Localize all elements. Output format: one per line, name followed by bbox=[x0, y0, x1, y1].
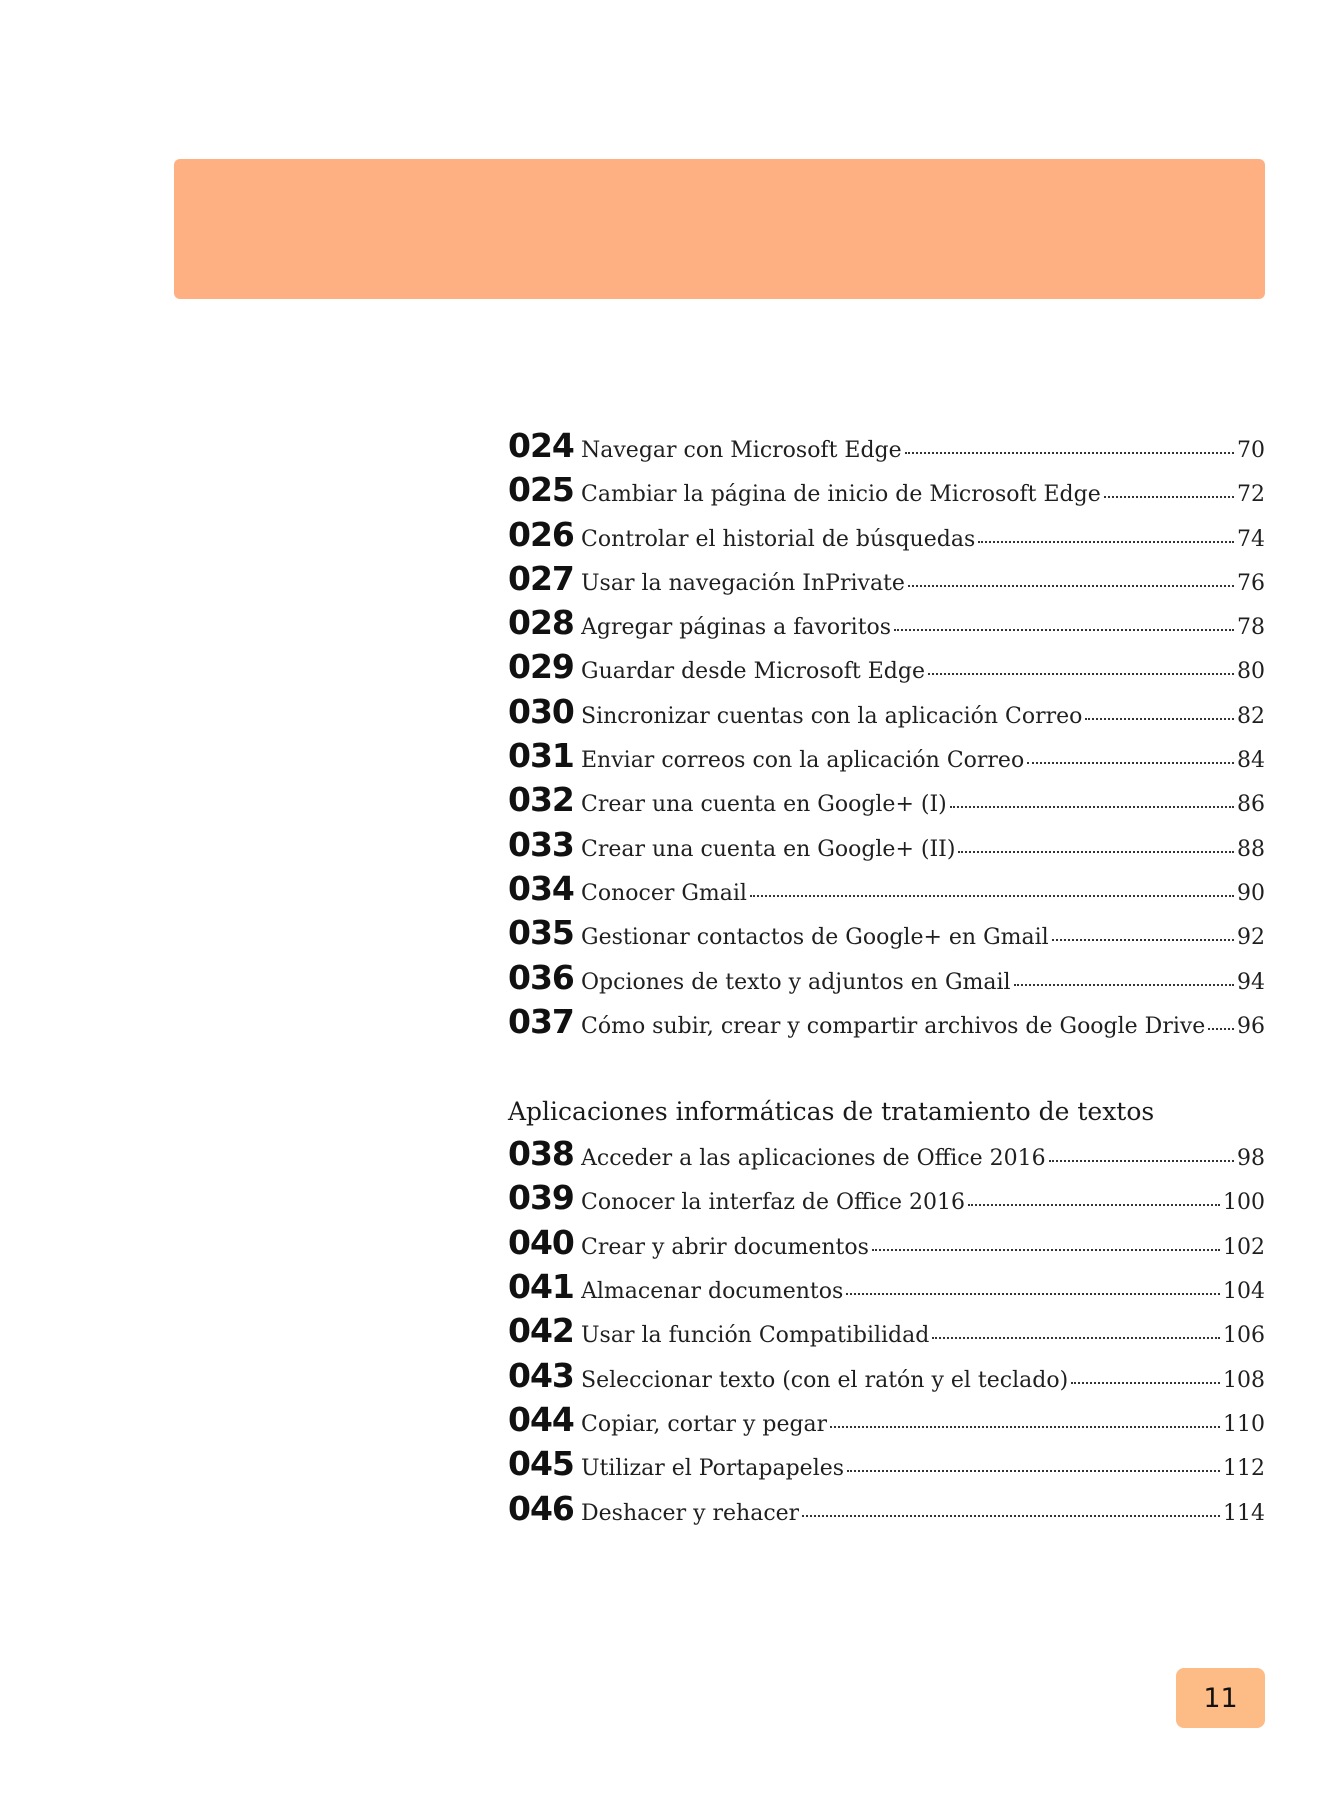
toc-entry-number: 025 bbox=[508, 470, 574, 510]
toc-entry-page: 114 bbox=[1223, 1500, 1265, 1526]
toc-entry[interactable] bbox=[508, 1223, 1265, 1267]
toc-entry-title: Opciones de texto y adjuntos en Gmail bbox=[581, 969, 1011, 995]
toc-entry-number: 027 bbox=[508, 558, 574, 598]
toc-entry-title: Cómo subir, crear y compartir archivos de Google Drive bbox=[581, 1013, 1206, 1039]
toc-entry-page: 96 bbox=[1237, 1013, 1265, 1039]
toc-entry[interactable] bbox=[508, 736, 1265, 780]
toc-entry-title: Sincronizar cuentas con la aplicación Correo bbox=[581, 703, 1083, 729]
toc-entry-page: 82 bbox=[1237, 703, 1265, 729]
dot-leader bbox=[978, 541, 1234, 543]
section-title: Aplicaciones informáticas de tratamiento de textos bbox=[508, 1097, 1155, 1127]
toc-entry[interactable] bbox=[508, 1134, 1265, 1178]
toc-entry-page: 84 bbox=[1237, 748, 1265, 774]
dot-leader bbox=[1208, 1028, 1234, 1030]
toc-entry-number: 026 bbox=[508, 514, 574, 554]
toc-entry-title: Conocer Gmail bbox=[581, 880, 747, 906]
dot-leader bbox=[905, 452, 1234, 454]
toc-entry-title: Copiar, cortar y pegar bbox=[581, 1411, 828, 1437]
toc-entry[interactable] bbox=[508, 913, 1265, 957]
toc-entry-title: Guardar desde Microsoft Edge bbox=[581, 659, 925, 685]
toc-entry-title: Controlar el historial de búsquedas bbox=[581, 526, 976, 552]
toc-entry-number: 045 bbox=[508, 1444, 574, 1484]
toc-entry-number: 032 bbox=[508, 780, 574, 820]
toc-entry-page: 72 bbox=[1237, 482, 1265, 508]
dot-leader bbox=[950, 806, 1234, 808]
toc-entry[interactable] bbox=[508, 780, 1265, 824]
toc-entry-title: Cambiar la página de inicio de Microsoft Edge bbox=[581, 482, 1101, 508]
toc-entry[interactable] bbox=[508, 1356, 1265, 1400]
toc-entry-page: 74 bbox=[1237, 526, 1265, 552]
toc-entry-page: 78 bbox=[1237, 615, 1265, 641]
toc-entry-number: 034 bbox=[508, 868, 574, 908]
dot-leader bbox=[1049, 1160, 1234, 1162]
dot-leader bbox=[958, 851, 1234, 853]
toc-entry-page: 80 bbox=[1237, 659, 1265, 685]
dot-leader bbox=[932, 1337, 1220, 1339]
toc-entry-number: 028 bbox=[508, 603, 574, 643]
toc-entry-number: 046 bbox=[508, 1488, 574, 1528]
toc-entry-title: Agregar páginas a favoritos bbox=[581, 615, 892, 641]
toc-entry-page: 90 bbox=[1237, 880, 1265, 906]
toc-entry-page: 112 bbox=[1223, 1456, 1265, 1482]
toc-entry[interactable] bbox=[508, 825, 1265, 869]
toc-entry[interactable] bbox=[508, 470, 1265, 514]
toc-entry-number: 041 bbox=[508, 1267, 574, 1307]
toc-entry-number: 024 bbox=[508, 426, 574, 465]
toc-entry[interactable] bbox=[508, 603, 1265, 647]
toc-entry-number: 029 bbox=[508, 647, 574, 687]
toc-entry-number: 037 bbox=[508, 1001, 574, 1041]
dot-leader bbox=[894, 629, 1234, 631]
toc-entry-page: 94 bbox=[1237, 969, 1265, 995]
toc-entry[interactable] bbox=[508, 515, 1265, 559]
toc-entry[interactable] bbox=[508, 1267, 1265, 1311]
toc-entry-title: Crear una cuenta en Google+ (II) bbox=[581, 836, 956, 862]
toc-entry-page: 76 bbox=[1237, 570, 1265, 596]
toc-entry-number: 031 bbox=[508, 736, 574, 776]
dot-leader bbox=[1071, 1382, 1220, 1384]
table-of-contents bbox=[508, 426, 1265, 1533]
header-band bbox=[174, 159, 1265, 299]
toc-entry-page: 110 bbox=[1223, 1411, 1265, 1437]
dot-leader bbox=[847, 1470, 1220, 1472]
dot-leader bbox=[1085, 718, 1234, 720]
toc-entry[interactable] bbox=[508, 1400, 1265, 1444]
toc-entry-number: 039 bbox=[508, 1178, 574, 1218]
toc-entry-number: 035 bbox=[508, 913, 574, 953]
toc-entry[interactable] bbox=[508, 1311, 1265, 1355]
toc-entry-title: Acceder a las aplicaciones de Office 2016 bbox=[581, 1146, 1046, 1172]
toc-entry-number: 038 bbox=[508, 1134, 574, 1174]
toc-entry-title: Usar la navegación InPrivate bbox=[581, 570, 905, 596]
toc-entry[interactable] bbox=[508, 1178, 1265, 1222]
toc-entry-page: 70 bbox=[1237, 438, 1265, 463]
toc-entry[interactable] bbox=[508, 958, 1265, 1002]
dot-leader bbox=[830, 1426, 1220, 1428]
toc-entry-title: Deshacer y rehacer bbox=[581, 1500, 800, 1526]
toc-group-1 bbox=[508, 426, 1265, 1046]
toc-entry-number: 042 bbox=[508, 1311, 574, 1351]
toc-entry-page: 88 bbox=[1237, 836, 1265, 862]
dot-leader bbox=[1104, 496, 1234, 498]
toc-entry-page: 104 bbox=[1223, 1279, 1265, 1305]
toc-entry[interactable] bbox=[508, 1002, 1265, 1046]
dot-leader bbox=[846, 1293, 1220, 1295]
toc-entry-page: 106 bbox=[1223, 1323, 1265, 1349]
toc-entry-page: 86 bbox=[1237, 792, 1265, 818]
dot-leader bbox=[802, 1515, 1220, 1517]
toc-entry[interactable] bbox=[508, 869, 1265, 913]
toc-entry-page: 100 bbox=[1223, 1190, 1265, 1216]
toc-entry[interactable] bbox=[508, 559, 1265, 603]
toc-entry-title: Conocer la interfaz de Office 2016 bbox=[581, 1190, 966, 1216]
dot-leader bbox=[872, 1249, 1220, 1251]
toc-entry-title: Crear una cuenta en Google+ (I) bbox=[581, 792, 947, 818]
toc-entry-title: Crear y abrir documentos bbox=[581, 1234, 869, 1260]
dot-leader bbox=[928, 673, 1234, 675]
toc-entry[interactable] bbox=[508, 692, 1265, 736]
toc-entry-title: Enviar correos con la aplicación Correo bbox=[581, 748, 1025, 774]
toc-entry-page: 108 bbox=[1223, 1367, 1265, 1393]
toc-entry-title: Usar la función Compatibilidad bbox=[581, 1323, 930, 1349]
toc-entry[interactable] bbox=[508, 647, 1265, 691]
toc-entry-number: 043 bbox=[508, 1355, 574, 1395]
toc-entry-page: 92 bbox=[1237, 925, 1265, 951]
toc-entry-number: 044 bbox=[508, 1399, 574, 1439]
toc-entry-title: Gestionar contactos de Google+ en Gmail bbox=[581, 925, 1049, 951]
toc-entry-number: 030 bbox=[508, 691, 574, 731]
toc-entry-title: Seleccionar texto (con el ratón y el teclado) bbox=[581, 1367, 1069, 1393]
toc-entry-number: 033 bbox=[508, 824, 574, 864]
dot-leader bbox=[1027, 762, 1234, 764]
dot-leader bbox=[968, 1204, 1220, 1206]
toc-entry[interactable] bbox=[508, 1489, 1265, 1533]
dot-leader bbox=[750, 895, 1234, 897]
toc-entry-title: Utilizar el Portapapeles bbox=[581, 1456, 845, 1482]
dot-leader bbox=[908, 585, 1234, 587]
dot-leader bbox=[1014, 984, 1234, 986]
toc-entry-page: 98 bbox=[1237, 1146, 1265, 1172]
page-number-badge: 11 bbox=[1176, 1668, 1265, 1728]
toc-entry-page: 102 bbox=[1223, 1234, 1265, 1260]
toc-entry[interactable] bbox=[508, 1444, 1265, 1488]
toc-entry-title: Navegar con Microsoft Edge bbox=[581, 438, 902, 463]
toc-entry-number: 036 bbox=[508, 957, 574, 997]
toc-entry-number: 040 bbox=[508, 1222, 574, 1262]
dot-leader bbox=[1052, 939, 1234, 941]
toc-group-2 bbox=[508, 1090, 1265, 1533]
toc-entry[interactable] bbox=[508, 426, 1265, 470]
toc-entry-title: Almacenar documentos bbox=[581, 1279, 844, 1305]
